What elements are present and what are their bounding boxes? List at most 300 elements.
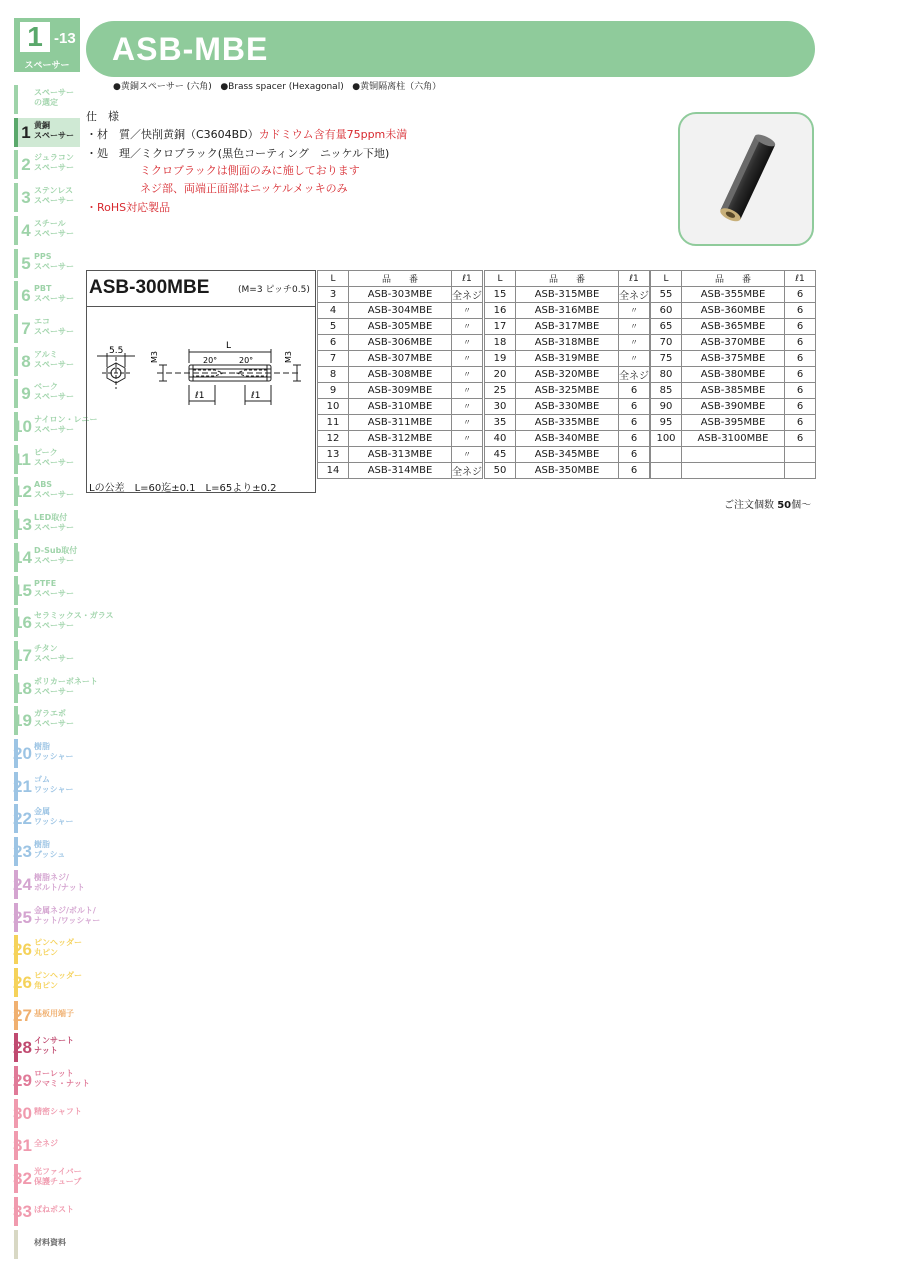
part-number-cell: ASB-3100MBE	[682, 431, 785, 447]
length-cell: 40	[485, 431, 516, 447]
header-part: 品 番	[682, 271, 785, 287]
table-row	[318, 319, 483, 335]
header-part: 品 番	[349, 271, 452, 287]
l1-label-right: ℓ1	[251, 391, 261, 401]
m3-label-left: M3	[150, 351, 159, 363]
table-row	[651, 431, 816, 447]
length-cell: 3	[318, 287, 349, 303]
length-cell: 14	[318, 463, 349, 479]
length-cell: 4	[318, 303, 349, 319]
sidebar-item-label: ローレット ツマミ・ナット	[34, 1069, 90, 1088]
length-cell: 55	[651, 287, 682, 303]
thread-length-cell: 6	[785, 287, 816, 303]
length-label: L	[226, 341, 232, 351]
sidebar-item-number: 17	[13, 646, 32, 665]
thread-length-cell: 6	[785, 367, 816, 383]
sidebar-item-number: 13	[13, 515, 32, 534]
sidebar-item-label: スチール スペーサー	[34, 219, 74, 238]
part-number-cell: ASB-390MBE	[682, 399, 785, 415]
part-number-cell: ASB-307MBE	[349, 351, 452, 367]
table-row	[485, 415, 650, 431]
sidebar-item-label: D-Sub取付 スペーサー	[34, 546, 78, 565]
sidebar-item-label: LED取付 スペーサー	[34, 513, 74, 532]
table-header-row	[485, 271, 650, 287]
sidebar-item-0[interactable]	[14, 85, 80, 114]
parts-table-3	[650, 270, 816, 479]
length-cell: 75	[651, 351, 682, 367]
thread-length-cell: 6	[619, 383, 650, 399]
hex-width-label: 5.5	[109, 346, 124, 356]
sidebar-item-1[interactable]	[14, 118, 80, 147]
table-row	[485, 383, 650, 399]
table-row	[485, 447, 650, 463]
table-row	[318, 447, 483, 463]
thread-length-cell: 6	[619, 415, 650, 431]
part-number-cell: ASB-380MBE	[682, 367, 785, 383]
sidebar-item-number: 10	[13, 417, 32, 436]
length-cell: 95	[651, 415, 682, 431]
part-number-cell: ASB-303MBE	[349, 287, 452, 303]
table-row	[485, 351, 650, 367]
thread-length-cell: 〃	[452, 383, 483, 399]
table-row	[651, 399, 816, 415]
length-cell: 30	[485, 399, 516, 415]
table-row	[651, 303, 816, 319]
order-note-suffix: 個〜	[791, 500, 812, 511]
table-row	[485, 335, 650, 351]
length-cell: 8	[318, 367, 349, 383]
sidebar-item-26[interactable]	[14, 935, 80, 964]
length-cell: 9	[318, 383, 349, 399]
sidebar-item-20[interactable]	[14, 739, 80, 768]
thread-length-cell: 〃	[452, 415, 483, 431]
sidebar-item-label: セラミックス・ガラス スペーサー	[34, 611, 114, 630]
sidebar-item-label: PPS スペーサー	[34, 252, 74, 271]
sidebar-item-number: 26	[13, 940, 32, 959]
part-number-cell: ASB-360MBE	[682, 303, 785, 319]
sidebar-item-13[interactable]	[14, 510, 80, 539]
sidebar-item-3[interactable]	[14, 183, 80, 212]
table-row	[318, 463, 483, 479]
sidebar-item-number: 18	[13, 679, 32, 698]
table-row	[651, 351, 816, 367]
part-number-cell: ASB-340MBE	[516, 431, 619, 447]
angle-label-right: 20°	[239, 356, 254, 365]
length-cell: 13	[318, 447, 349, 463]
part-number-cell: ASB-370MBE	[682, 335, 785, 351]
sidebar-item-32[interactable]	[14, 1131, 80, 1160]
sidebar-item-label: ばねポスト	[34, 1205, 74, 1214]
thread-length-cell: 6	[785, 383, 816, 399]
length-cell: 17	[485, 319, 516, 335]
part-number-cell: ASB-345MBE	[516, 447, 619, 463]
sidebar-item-7[interactable]	[14, 314, 80, 343]
thread-length-cell: 〃	[452, 351, 483, 367]
sidebar-item-number: 32	[13, 1169, 32, 1188]
thread-length-cell: 6	[785, 303, 816, 319]
length-cell	[651, 463, 682, 479]
sidebar-item-number: 33	[13, 1202, 32, 1221]
part-number-cell: ASB-330MBE	[516, 399, 619, 415]
sidebar-item-number: 11	[13, 450, 31, 469]
spec-rohs: ・RoHS対応製品	[86, 201, 171, 214]
sidebar-item-number: 23	[13, 842, 32, 861]
table-row	[651, 319, 816, 335]
part-number-cell: ASB-315MBE	[516, 287, 619, 303]
parts-table-2	[484, 270, 650, 479]
spec-material-note: カドミウム含有量75ppm未満	[258, 128, 408, 141]
length-cell: 16	[485, 303, 516, 319]
sidebar-item-label: 金属ネジ/ボルト/ ナット/ワッシャー	[34, 906, 101, 925]
table-row	[318, 335, 483, 351]
thread-length-cell: 〃	[452, 303, 483, 319]
sidebar-item-number: 14	[13, 548, 32, 567]
length-cell: 5	[318, 319, 349, 335]
order-note	[724, 496, 811, 511]
sidebar-item-6[interactable]	[14, 281, 80, 310]
thread-length-cell: 〃	[452, 399, 483, 415]
length-cell: 45	[485, 447, 516, 463]
sidebar-item-23[interactable]	[14, 837, 80, 866]
sidebar-item-number: 12	[13, 482, 32, 501]
thread-length-cell: 〃	[619, 303, 650, 319]
part-number-cell	[682, 447, 785, 463]
part-number-cell: ASB-314MBE	[349, 463, 452, 479]
sidebar-item-number: 25	[13, 908, 32, 927]
length-cell: 19	[485, 351, 516, 367]
part-number-cell: ASB-308MBE	[349, 367, 452, 383]
header-l1: ℓ1	[785, 271, 816, 287]
sidebar-item-18[interactable]	[13, 674, 98, 703]
length-cell: 35	[485, 415, 516, 431]
thread-length-cell: 6	[619, 463, 650, 479]
table-row	[318, 383, 483, 399]
length-cell: 50	[485, 463, 516, 479]
sidebar-item-29[interactable]	[14, 1033, 80, 1062]
part-number-cell: ASB-313MBE	[349, 447, 452, 463]
table-row	[485, 463, 650, 479]
thread-length-cell: 6	[785, 351, 816, 367]
thread-length-cell: 6	[785, 335, 816, 351]
thread-length-cell: 6	[619, 399, 650, 415]
table-row	[651, 287, 816, 303]
thread-length-cell: 全ネジ	[619, 287, 650, 303]
thread-length-cell: 6	[619, 447, 650, 463]
header-l1: ℓ1	[619, 271, 650, 287]
part-number-cell: ASB-375MBE	[682, 351, 785, 367]
sidebar-item-number: 19	[13, 711, 32, 730]
thread-length-cell: 6	[785, 431, 816, 447]
sidebar-item-label: PBT スペーサー	[34, 284, 74, 303]
sidebar-item-number: 9	[21, 384, 31, 403]
sidebar-item-27[interactable]	[14, 968, 80, 997]
part-number-cell: ASB-316MBE	[516, 303, 619, 319]
sidebar-item-label: 基板用端子	[34, 1009, 74, 1018]
sidebar-item-21[interactable]	[14, 772, 80, 801]
part-number-cell: ASB-350MBE	[516, 463, 619, 479]
part-number-cell: ASB-310MBE	[349, 399, 452, 415]
sidebar-item-5[interactable]	[14, 249, 80, 278]
sidebar-item-label: ピーク スペーサー	[34, 448, 74, 467]
order-min-qty: 50	[777, 500, 792, 511]
table-header-row	[651, 271, 816, 287]
sidebar-item-label: 光ファイバー 保護チューブ	[34, 1167, 82, 1186]
part-number-cell: ASB-385MBE	[682, 383, 785, 399]
sidebar-item-label: 金属 ワッシャー	[34, 807, 74, 826]
sidebar-item-number: 20	[13, 744, 32, 763]
length-cell: 80	[651, 367, 682, 383]
model-info-box	[86, 270, 316, 493]
length-cell: 20	[485, 367, 516, 383]
length-cell: 25	[485, 383, 516, 399]
sidebar-item-number: 21	[13, 777, 32, 796]
sidebar-item-number: 4	[21, 221, 31, 240]
thread-length-cell: 〃	[452, 447, 483, 463]
thread-length-cell: 全ネジ	[452, 463, 483, 479]
table-row	[485, 367, 650, 383]
thread-length-cell	[785, 463, 816, 479]
sidebar-color-bar	[14, 85, 18, 114]
part-number-cell: ASB-305MBE	[349, 319, 452, 335]
sidebar-item-label: インサート ナット	[34, 1036, 74, 1055]
thread-length-cell: 〃	[452, 431, 483, 447]
part-number-cell: ASB-312MBE	[349, 431, 452, 447]
page-subtitle: ●黄銅スペーサー (六角) ●Brass spacer (Hexagonal) ●黄铜隔离柱（六角）	[113, 82, 442, 92]
spec-treatment: ・処 理／ミクロブラック(黒色コーティング ニッケル下地)	[86, 147, 390, 160]
sidebar-item-number: 27	[13, 1006, 32, 1025]
header-l: L	[318, 271, 349, 287]
table-row	[651, 447, 816, 463]
product-photo	[678, 112, 814, 246]
sidebar-item-label: 黄銅 スペーサー	[34, 121, 74, 140]
table-row	[651, 415, 816, 431]
table-row	[318, 303, 483, 319]
length-cell: 60	[651, 303, 682, 319]
thread-length-cell: 全ネジ	[452, 287, 483, 303]
part-number-cell: ASB-309MBE	[349, 383, 452, 399]
sidebar-item-11[interactable]	[14, 445, 80, 474]
sidebar-item-label: アルミ スペーサー	[34, 350, 74, 369]
header-part: 品 番	[516, 271, 619, 287]
part-number-cell: ASB-318MBE	[516, 335, 619, 351]
sidebar-item-number: 8	[21, 352, 31, 371]
sidebar-item-number: 1	[21, 123, 31, 142]
length-cell: 100	[651, 431, 682, 447]
table-row	[651, 383, 816, 399]
sidebar-item-33[interactable]	[14, 1164, 80, 1193]
sidebar-item-label: エコ スペーサー	[34, 317, 74, 336]
part-number-cell: ASB-325MBE	[516, 383, 619, 399]
sidebar-item-label: ピンヘッダー 丸ピン	[34, 938, 82, 957]
length-cell	[651, 447, 682, 463]
sidebar-item-2[interactable]	[14, 150, 80, 179]
thread-length-cell: 〃	[619, 351, 650, 367]
part-number-cell: ASB-311MBE	[349, 415, 452, 431]
table-row	[485, 431, 650, 447]
sidebar-item-number: 2	[21, 155, 31, 174]
length-cell: 15	[485, 287, 516, 303]
length-tolerance: Lの公差 L=60迄±0.1 L=65より±0.2	[89, 483, 277, 494]
table-row	[485, 287, 650, 303]
sidebar-item-24[interactable]	[13, 870, 85, 899]
sidebar-item-label: ステンレス スペーサー	[34, 186, 74, 205]
m3-label-right: M3	[284, 351, 293, 363]
sidebar-item-label: ナイロン・レニー スペーサー	[34, 415, 98, 434]
thread-length-cell: 〃	[619, 335, 650, 351]
sidebar-item-25[interactable]	[13, 903, 101, 932]
thread-length-cell: 〃	[452, 335, 483, 351]
table-row	[651, 367, 816, 383]
sidebar-item-14[interactable]	[14, 543, 80, 572]
spec-treatment-note-1: ミクロブラックは側面のみに施しております	[140, 164, 360, 177]
header-l: L	[485, 271, 516, 287]
thread-length-cell: 6	[785, 415, 816, 431]
part-number-cell: ASB-304MBE	[349, 303, 452, 319]
sidebar-item-number: 22	[13, 809, 32, 828]
spec-material	[86, 128, 407, 142]
sidebar-item-35[interactable]	[14, 1230, 80, 1259]
part-number-cell: ASB-365MBE	[682, 319, 785, 335]
sidebar-item-16[interactable]	[13, 608, 114, 637]
model-header	[87, 271, 315, 307]
length-cell: 10	[318, 399, 349, 415]
table-row	[318, 287, 483, 303]
sidebar-item-label: 材料資料	[34, 1238, 66, 1247]
part-number-cell: ASB-395MBE	[682, 415, 785, 431]
sidebar-item-label: ガラエポ スペーサー	[34, 709, 74, 728]
sidebar-item-label: PTFE スペーサー	[34, 579, 74, 598]
part-number-cell: ASB-317MBE	[516, 319, 619, 335]
thread-length-cell	[785, 447, 816, 463]
title-banner	[86, 21, 815, 77]
table-row	[485, 399, 650, 415]
table-row	[318, 399, 483, 415]
sidebar-item-number: 6	[21, 286, 31, 305]
thread-length-cell: 〃	[452, 367, 483, 383]
sidebar-item-28[interactable]	[14, 1001, 80, 1030]
length-cell: 6	[318, 335, 349, 351]
sidebar-item-15[interactable]	[14, 576, 80, 605]
sidebar-item-34[interactable]	[14, 1197, 80, 1226]
sidebar-item-label: 樹脂 ワッシャー	[34, 742, 74, 761]
dimension-drawing	[87, 307, 315, 477]
thread-length-cell: 〃	[452, 319, 483, 335]
chapter-number: 1	[20, 22, 50, 52]
length-cell: 85	[651, 383, 682, 399]
part-number-cell: ASB-319MBE	[516, 351, 619, 367]
part-number-cell: ASB-335MBE	[516, 415, 619, 431]
length-cell: 18	[485, 335, 516, 351]
sidebar-item-12[interactable]	[14, 477, 80, 506]
table-row	[318, 415, 483, 431]
sidebar-item-label: ピンヘッダー 角ピン	[34, 971, 82, 990]
sidebar-item-10[interactable]	[13, 412, 98, 441]
sidebar-item-label: ゴム ワッシャー	[34, 775, 74, 794]
header-l: L	[651, 271, 682, 287]
hex-spacer-image	[680, 114, 812, 244]
length-cell: 7	[318, 351, 349, 367]
part-number-cell: ASB-306MBE	[349, 335, 452, 351]
sidebar-item-number: 31	[13, 1136, 32, 1155]
length-cell: 90	[651, 399, 682, 415]
parts-table-1	[317, 270, 483, 479]
model-name: ASB-300MBE	[89, 277, 210, 298]
sidebar-item-label: ポリカーボネート スペーサー	[34, 677, 98, 696]
sidebar-item-number: 29	[13, 1071, 32, 1090]
sidebar-item-label: 全ネジ	[34, 1139, 58, 1148]
sidebar-item-label: 樹脂 ブッシュ	[34, 840, 66, 859]
table-row	[651, 463, 816, 479]
table-header-row	[318, 271, 483, 287]
sidebar-color-bar	[14, 1230, 18, 1259]
sidebar-item-30[interactable]	[13, 1066, 90, 1095]
thread-length-cell: 6	[785, 319, 816, 335]
sidebar-item-22[interactable]	[14, 804, 80, 833]
sidebar-item-label: スペーサー の選定	[34, 88, 74, 107]
sidebar-item-label: 精密シャフト	[34, 1107, 82, 1116]
l1-label-left: ℓ1	[195, 391, 205, 401]
sidebar-item-label: チタン スペーサー	[34, 644, 74, 663]
table-row	[318, 431, 483, 447]
sidebar-item-label: ABS スペーサー	[34, 480, 74, 499]
thread-length-cell: 6	[785, 399, 816, 415]
sidebar-item-8[interactable]	[14, 347, 80, 376]
table-row	[651, 335, 816, 351]
order-note-prefix: ご注文個数	[724, 500, 778, 511]
sidebar-item-17[interactable]	[14, 641, 80, 670]
sidebar-item-number: 7	[21, 319, 31, 338]
table-row	[318, 367, 483, 383]
page-title: ASB-MBE	[112, 31, 269, 67]
sidebar-item-label: ベーク スペーサー	[34, 382, 74, 401]
sidebar-item-number: 16	[13, 613, 32, 632]
thread-length-cell: 〃	[619, 319, 650, 335]
angle-label-left: 20°	[203, 356, 218, 365]
chapter-badge	[14, 18, 80, 72]
thread-length-cell: 6	[619, 431, 650, 447]
spec-heading: 仕 様	[86, 110, 119, 123]
length-cell: 12	[318, 431, 349, 447]
table-row	[485, 303, 650, 319]
spec-treatment-note-2: ネジ部、両端正面部はニッケルメッキのみ	[140, 182, 348, 195]
spec-material-label: ・材 質／快削黄銅（C3604BD）	[86, 128, 259, 141]
sidebar-item-number: 28	[13, 1038, 32, 1057]
sidebar-item-number: 24	[13, 875, 32, 894]
sidebar-item-number: 30	[13, 1104, 32, 1123]
part-number-cell: ASB-355MBE	[682, 287, 785, 303]
table-row	[485, 319, 650, 335]
chapter-label: スペーサー	[24, 61, 70, 71]
part-number-cell	[682, 463, 785, 479]
sidebar-item-number: 15	[13, 581, 32, 600]
sidebar-item-number: 5	[21, 254, 31, 273]
model-pitch: (M=3 ピッチ0.5)	[238, 285, 310, 295]
sidebar-item-label: ジュラコン スペーサー	[34, 153, 74, 172]
length-cell: 65	[651, 319, 682, 335]
table-row	[318, 351, 483, 367]
sidebar-item-19[interactable]	[14, 706, 80, 735]
sidebar-item-9[interactable]	[14, 379, 80, 408]
chapter-page: -13	[54, 30, 76, 47]
sidebar-item-4[interactable]	[14, 216, 80, 245]
thread-length-cell: 全ネジ	[619, 367, 650, 383]
sidebar-item-number: 26	[13, 973, 32, 992]
header-l1: ℓ1	[452, 271, 483, 287]
part-number-cell: ASB-320MBE	[516, 367, 619, 383]
sidebar-item-31[interactable]	[14, 1099, 80, 1128]
length-cell: 70	[651, 335, 682, 351]
length-cell: 11	[318, 415, 349, 431]
